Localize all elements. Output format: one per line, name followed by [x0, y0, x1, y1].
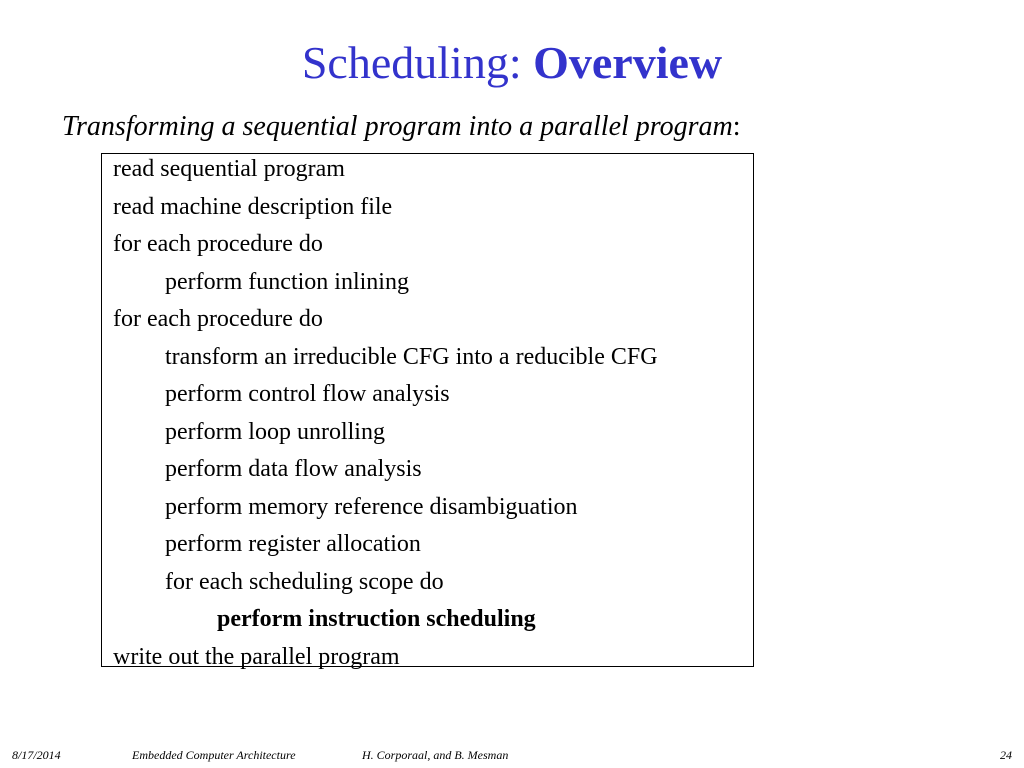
- algorithm-line: read sequential program: [113, 156, 345, 182]
- algorithm-line: perform instruction scheduling: [217, 606, 536, 632]
- algorithm-line: for each procedure do: [113, 231, 323, 257]
- slide-title-emphasis: Overview: [533, 37, 723, 88]
- algorithm-line: write out the parallel program: [113, 643, 400, 670]
- algorithm-line: perform control flow analysis: [165, 381, 450, 407]
- algorithm-line: perform loop unrolling: [165, 418, 385, 445]
- slide-title-main: Scheduling:: [301, 37, 534, 88]
- slide-subtitle: [62, 105, 741, 149]
- algorithm-line: perform function inlining: [165, 268, 409, 295]
- footer-page-number: 24: [1000, 748, 1012, 762]
- algorithm-line: for each procedure do: [113, 306, 323, 332]
- algorithm-line: perform memory reference disambiguation: [165, 493, 578, 520]
- footer-date: 8/17/2014: [12, 748, 61, 762]
- slide-subtitle-text: Transforming a sequential program into a parallel program: [62, 111, 733, 142]
- algorithm-line: for each scheduling scope do: [165, 568, 444, 595]
- algorithm-line: perform data flow analysis: [165, 456, 422, 482]
- algorithm-box: [101, 153, 754, 670]
- slide-subtitle-suffix: :: [732, 111, 741, 142]
- algorithm-line: read machine description file: [113, 193, 393, 220]
- footer-authors: H. Corporaal, and B. Mesman: [362, 748, 509, 762]
- footer-course: Embedded Computer Architecture: [132, 748, 296, 762]
- algorithm-line: perform register allocation: [165, 531, 421, 557]
- slide-title: [0, 28, 1024, 98]
- algorithm-line: transform an irreducible CFG into a reducible CFG: [165, 343, 658, 370]
